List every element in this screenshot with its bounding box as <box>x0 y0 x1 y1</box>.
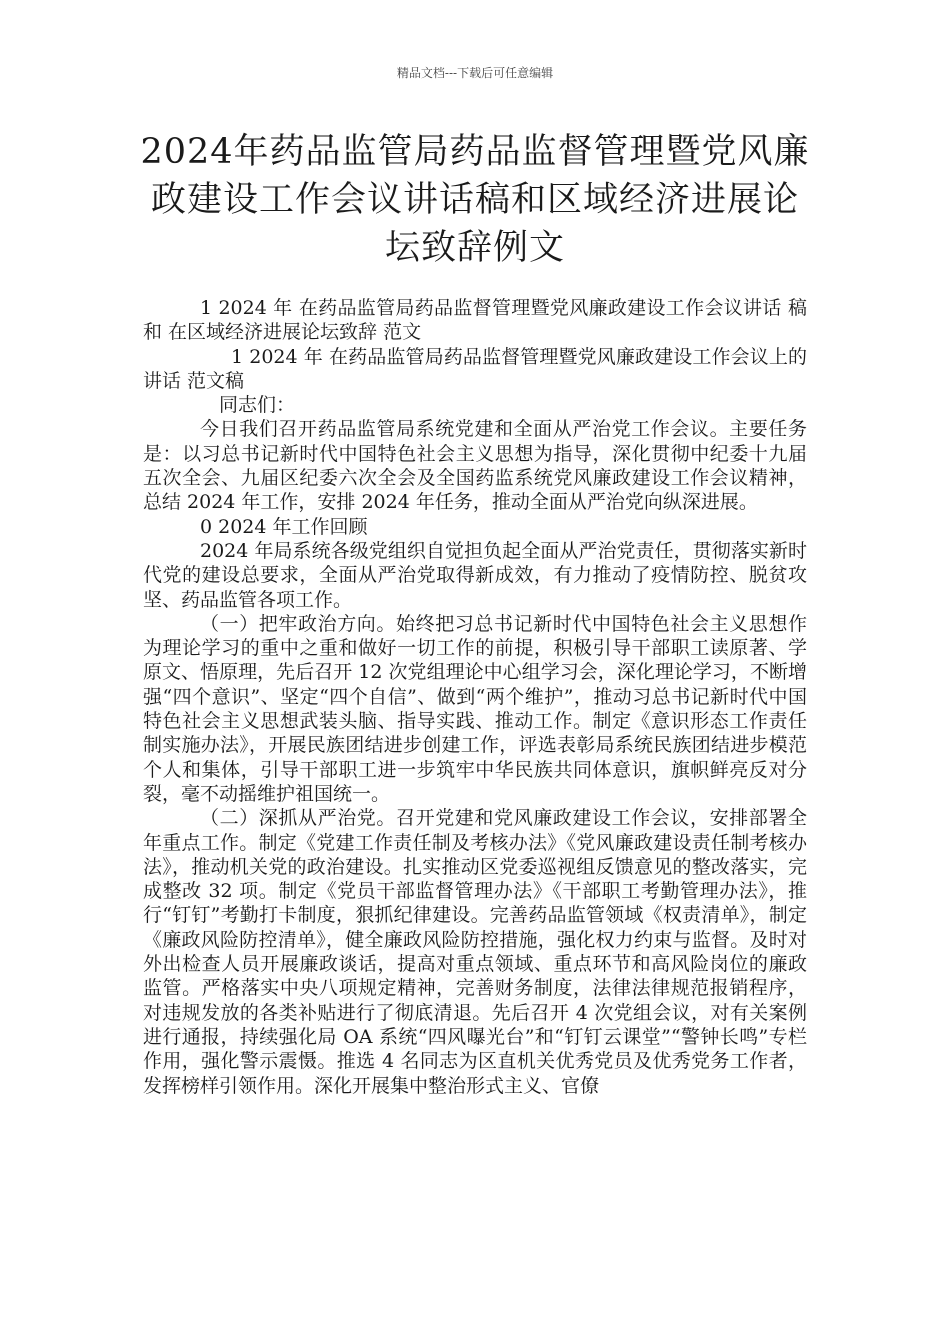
page-header: 精品文档---下载后可任意编辑 <box>396 66 554 80</box>
paragraph-review: 2024 年局系统各级党组织自觉担负起全面从严治党责任，贯彻落实新时代党的建设总要求，全面从严治党取得新成效，有力推动了疫情防控、脱贫攻坚、药品监管各项工作。 <box>143 539 807 611</box>
paragraph-intro-heading: 1 2024 年 在药品监管局药品监督管理暨党风廉政建设工作会议讲话 稿和 在区域经济进展论坛致辞 范文 <box>143 297 807 344</box>
paragraph-political-direction: （一）把牢政治方向。始终把习总书记新时代中国特色社会主义思想作为理论学习的重中之重和做好一切工作的前提，积极引导干部职工读原著、学原文、悟原理，先后召开 12 次党组理论中心组学习会，深化理论学习，不断增强“四个意识”、坚定“四个自信”、做到“两个维护”，推动习总书记新时代中国特色社会主义思想武装头脑、指导实践、推动工作。制定《意识形态工作责任制实施办法》，开展民族团结进步创建工作，评选表彰局系统民族团结进步模范个人和集体，引导干部职工进一步筑牢中华民族共同体意识，旗帜鲜亮反对分裂，毫不动摇维护祖国统一。 <box>143 612 807 805</box>
document-title: 2024年药品监管局药品监督管理暨党风廉政建设工作会议讲话稿和区域经济进展论坛致辞例文 <box>140 132 810 268</box>
paragraph-speech-heading: 1 2024 年 在药品监管局药品监督管理暨党风廉政建设工作会议上的讲话 范文稿 <box>143 345 807 392</box>
document-body <box>143 296 807 1098</box>
paragraph-salutation: 同志们： <box>219 394 296 417</box>
paragraph-section-heading: 0 2024 年工作回顾 <box>200 515 368 538</box>
paragraph-opening: 今日我们召开药品监管局系统党建和全面从严治党工作会议。主要任务是：以习总书记新时代中国特色社会主义思想为指导，深化贯彻中纪委十九届五次全会、九届区纪委六次全会及全国药监系统党风廉政建设工作会议精神，总结 2024 年工作，安排 2024 年任务，推动全面从严治党向纵深进展。 <box>143 418 807 514</box>
paragraph-strict-governance: （二）深抓从严治党。召开党建和党风廉政建设工作会议，安排部署全年重点工作。制定《党建工作责任制及考核办法》《党风廉政建设责任制考核办法》，推动机关党的政治建设。扎实推动区党委巡视组反馈意见的整改落实，完成整改 32 项。制定《党员干部监督管理办法》《干部职工考勤管理办法》，推行“钉钉”考勤打卡制度，狠抓纪律建设。完善药品监管领域《权责清单》，制定《廉政风险防控清单》，健全廉政风险防控措施，强化权力约束与监督。及时对外出检查人员开展廉政谈话，提高对重点领域、重点环节和高风险岗位的廉政监管。严格落实中央八项规定精神，完善财务制度，法律法律规范报销程序，对违规发放的各类补贴进行了彻底清退。先后召开 4 次党组会议，对有关案例进行通报，持续强化局 OA 系统“四风曝光台”和“钉钉云课堂”“警钟长鸣”专栏作用，强化警示震慑。推选 4 名同志为区直机关优秀党员及优秀党务工作者，发挥榜样引领作用。深化开展集中整治形式主义、官僚 <box>143 807 807 1097</box>
